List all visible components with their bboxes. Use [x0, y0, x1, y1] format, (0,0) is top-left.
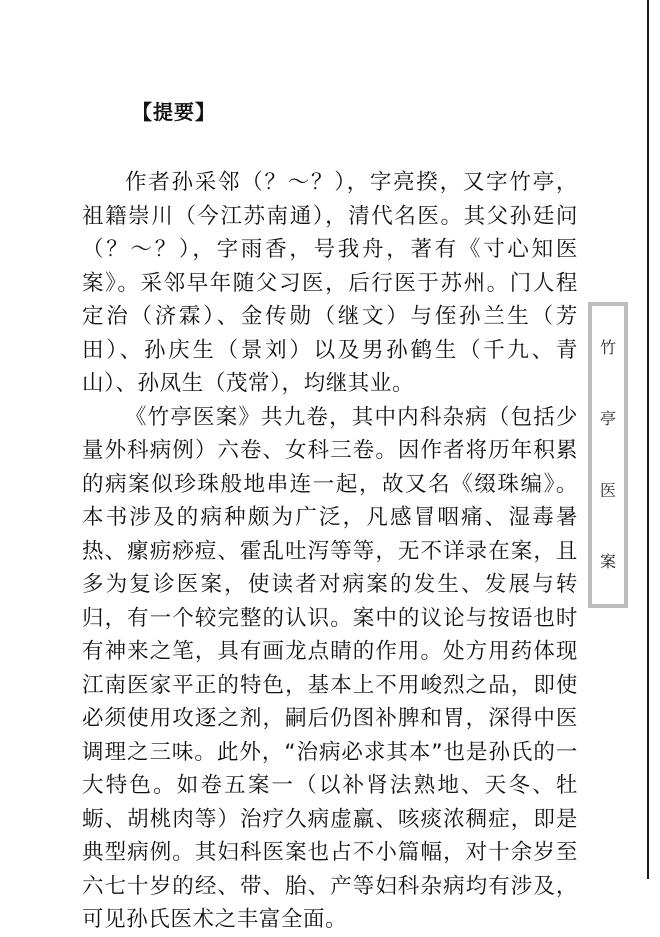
section-heading: 【提要】 [132, 100, 216, 124]
body-text [82, 166, 578, 937]
side-tab-char: 案 [599, 552, 616, 572]
side-tab-char: 亭 [599, 409, 616, 429]
page-edge-rule [647, 0, 649, 879]
side-tab-char: 竹 [599, 337, 616, 357]
side-thumb-tab [588, 302, 628, 608]
paragraph-author: 作者孙采邻（？～？），字亮揆，又字竹亭，祖籍崇川（今江苏南通），清代名医。其父孙廷问（？～？），字雨香，号我舟，著有《寸心知医案》。采邻早年随父习医，后行医于苏州。门人程定治（济霖）、金传勋（继文）与侄孙兰生（芳田）、孙庆生（景刘）以及男孙鹤生（千九、青山）、孙凤生（茂常），均继其业。 [82, 170, 578, 396]
paragraph-book: 《竹亭医案》共九卷，其中内科杂病（包括少量外科病例）六卷、女科三卷。因作者将历年积累的病案似珍珠般地串连一起，故又名《缀珠编》。本书涉及的病种颇为广泛，凡感冒咽痛、湿毒暑热、瘰疬痧痘、霍乱吐泻等等，无不详录在案，且多为复诊医案，使读者对病案的发生、发展与转归，有一个较完整的认识。案中的议论与按语也时有神来之笔，具有画龙点睛的作用。处方用药体现江南医家平正的特色，基本上不用峻烈之品，即使必须使用攻逐之剂，嗣后仍图补脾和胃，深得中医调理之三味。此外，“治病必求其本”也是孙氏的一大特色。如卷五案一（以补肾法熟地、天冬、牡蛎、胡桃肉等）治疗久病虚羸、咳痰浓稠症，即是典型病例。其妇科医案也占不小篇幅，对十余岁至六七十岁的经、带、胎、产等妇科杂病均有涉及，可见孙氏医术之丰富全面。 [82, 404, 578, 932]
side-tab-char: 医 [599, 480, 616, 500]
